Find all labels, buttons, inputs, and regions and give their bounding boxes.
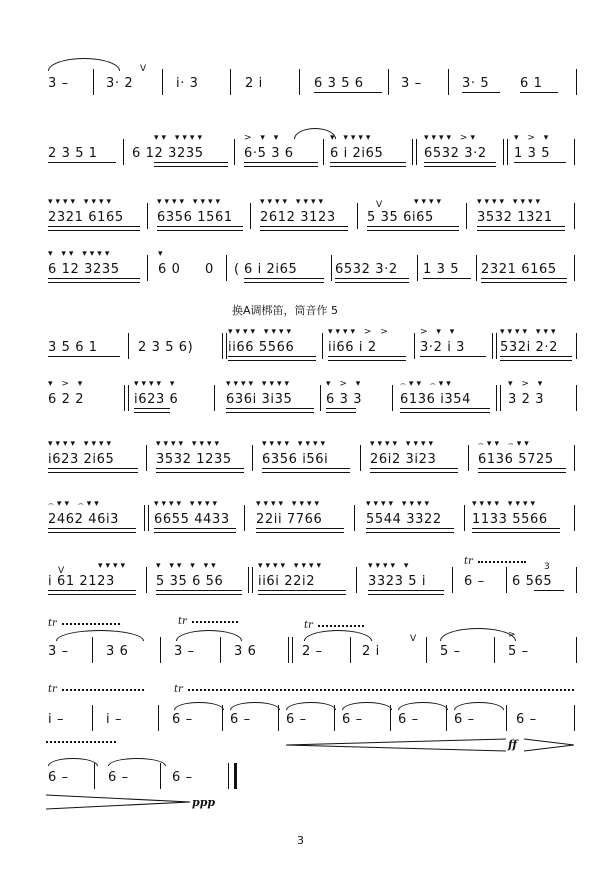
barline	[226, 255, 227, 281]
double-underline	[244, 162, 318, 167]
double-underline	[48, 528, 136, 533]
barline	[388, 69, 389, 95]
barline	[350, 637, 351, 663]
accent-dots: ▾▾▾▾ ▾▾▾▾	[472, 499, 539, 509]
double-underline	[156, 468, 244, 473]
note-group: 1 3 5	[423, 262, 460, 277]
note-group: 0	[205, 262, 214, 277]
barline	[576, 637, 577, 663]
slur	[174, 702, 224, 710]
note-group: 6 3 5 6	[314, 76, 364, 91]
underline	[48, 356, 120, 357]
accent-dots: ▾▾▾▾ ▾▾▾▾	[366, 499, 433, 509]
note-group: 3532 1235	[156, 452, 232, 467]
double-barline	[144, 505, 149, 531]
barline	[93, 69, 94, 95]
double-underline	[481, 278, 567, 283]
note-group: 2 i	[362, 644, 380, 659]
trill-wave	[46, 741, 116, 747]
barline	[574, 139, 575, 165]
accent-dots: ▾▾▾▾ ▾▾▾▾	[256, 499, 323, 509]
staff-line-2	[0, 133, 600, 186]
staff-line-4	[0, 249, 600, 302]
trill-mark: tr	[48, 684, 57, 695]
double-underline	[48, 468, 138, 473]
accent-dots: ▾▾▾▾	[98, 561, 129, 571]
double-barline	[503, 139, 508, 165]
accent-dots: ▾▾ ▾▾▾▾	[154, 133, 205, 143]
crescendo-hairpin	[286, 738, 508, 752]
note-group: 2 –	[302, 644, 323, 659]
note-group: 5 –	[508, 644, 529, 659]
double-underline	[154, 162, 228, 167]
trill-wave	[192, 621, 238, 627]
double-underline	[472, 528, 560, 533]
note-group: 6 12 3235	[48, 262, 120, 277]
note-group: 2 3 5 6)	[138, 340, 194, 355]
note-group: 6 –	[108, 770, 129, 785]
double-underline	[48, 226, 140, 231]
accent-marks: ▾ > ▾	[508, 379, 546, 389]
slur	[304, 630, 372, 641]
double-barline	[124, 385, 129, 411]
barline	[360, 445, 361, 471]
trill-mark: tr	[174, 684, 183, 695]
barline	[92, 637, 93, 663]
note-group: 3· 2	[106, 76, 134, 91]
accent-dots: ▾▾▾▾ ▾▾▾▾	[154, 499, 221, 509]
note-group: 6 –	[454, 712, 475, 727]
double-barline	[412, 139, 417, 165]
note-group: 6 12 3235	[132, 146, 204, 161]
slur	[286, 702, 336, 710]
accent-dots: ⌢▾▾ ⌢▾▾	[400, 379, 454, 389]
note-group: 6 2 2	[48, 392, 85, 407]
slur	[440, 628, 516, 641]
note-group: i –	[48, 712, 65, 727]
note-group: 3 –	[48, 644, 69, 659]
accent-dots: ▾▾▾▾	[414, 197, 445, 207]
barline	[162, 69, 163, 95]
note-group: ii66 i 2	[328, 340, 377, 355]
trill-wave	[62, 689, 144, 695]
barline	[476, 255, 477, 281]
note-group: 2321 6165	[481, 262, 557, 277]
barline	[220, 637, 221, 663]
breath-mark: V	[58, 566, 65, 576]
trill-mark: tr	[304, 620, 313, 631]
double-underline	[262, 468, 350, 473]
slur	[48, 58, 120, 71]
note-group: 6 –	[342, 712, 363, 727]
key-change-annotation: 换A调梆笛，筒音作 5	[232, 304, 339, 317]
double-underline	[478, 468, 566, 473]
trill-wave	[188, 689, 574, 695]
accent-marks: ▾ > ▾	[514, 133, 552, 143]
underline	[514, 162, 566, 163]
slur	[342, 702, 392, 710]
note-group: 6655 4433	[154, 512, 230, 527]
barline	[334, 705, 335, 731]
barline	[92, 705, 93, 731]
accent-marks: > ▾ ▾	[420, 327, 458, 337]
barline	[392, 385, 393, 411]
note-group: 3532 1321	[477, 210, 553, 225]
barline	[128, 333, 129, 359]
double-underline	[424, 162, 496, 167]
double-barline	[248, 567, 253, 593]
double-underline	[258, 590, 346, 595]
note-group: 3 –	[401, 76, 422, 91]
barline	[323, 139, 324, 165]
note-group: 2 3 5 1	[48, 146, 98, 161]
double-underline	[134, 408, 170, 413]
trill-mark: tr	[464, 556, 473, 567]
note-group: 532i 2·2	[500, 340, 559, 355]
slur	[176, 630, 242, 641]
barline	[244, 505, 245, 531]
underline	[420, 356, 486, 357]
note-group: 6356 i56i	[262, 452, 329, 467]
note-group: 5544 3322	[366, 512, 442, 527]
barline	[574, 203, 575, 229]
double-underline	[368, 590, 444, 595]
note-group: 6 –	[172, 770, 193, 785]
note-group: 22ii 7766	[256, 512, 323, 527]
double-underline	[366, 528, 454, 533]
accent-dots: ▾▾▾▾ ▾▾▾▾	[156, 439, 223, 449]
note-group: 6136 i354	[400, 392, 472, 407]
note-group: 6 3 3	[326, 392, 363, 407]
barline	[452, 567, 453, 593]
barline	[331, 255, 332, 281]
barline	[214, 385, 215, 411]
staff-line-7	[0, 439, 600, 492]
double-underline	[400, 408, 490, 413]
breath-mark: V	[410, 634, 417, 644]
note-group: 2462 46i3	[48, 512, 120, 527]
accent-dots: ▾▾▾▾ ▾▾▾▾	[262, 439, 329, 449]
note-group: 6 i 2i65	[244, 262, 298, 277]
double-barline	[492, 333, 497, 359]
decrescendo-hairpin	[524, 738, 576, 752]
barline	[494, 637, 495, 663]
accent-marks: >	[508, 630, 519, 640]
double-underline	[48, 278, 140, 283]
double-underline	[477, 226, 565, 231]
barline	[147, 255, 148, 281]
double-barline	[222, 333, 227, 359]
slur	[454, 702, 504, 710]
double-underline	[244, 278, 324, 283]
barline	[147, 203, 148, 229]
note-group: 6·5 3 6	[244, 146, 294, 161]
note-group: i –	[106, 712, 123, 727]
underline	[314, 92, 382, 93]
note-group: 3 6	[234, 644, 257, 659]
note-group: 3 6	[106, 644, 129, 659]
underline	[423, 278, 471, 279]
note-group: 6 –	[230, 712, 251, 727]
barline	[426, 637, 427, 663]
barline	[146, 567, 147, 593]
accent-dots: ⌢▾▾ ⌢▾▾	[48, 499, 102, 509]
barline	[222, 705, 223, 731]
barline	[250, 203, 251, 229]
note-group: 3 2 3	[508, 392, 545, 407]
note-group: 6 –	[516, 712, 537, 727]
barline	[123, 139, 124, 165]
breath-mark: V	[140, 64, 147, 74]
slur	[230, 702, 280, 710]
barline	[574, 255, 575, 281]
accent-marks: > ▾ ▾	[244, 133, 282, 143]
note-group: 1133 5566	[472, 512, 548, 527]
underline	[534, 590, 564, 591]
slur	[56, 630, 144, 641]
double-underline	[370, 468, 458, 473]
note-group: 5 35 6i65	[367, 210, 434, 225]
accent-dots: ▾	[158, 249, 166, 259]
accent-dots: ▾▾▾▾ >▾	[424, 133, 478, 143]
accent-dots: ▾▾▾▾ ▾▾▾	[500, 327, 559, 337]
note-group: 3 –	[174, 644, 195, 659]
barline	[160, 763, 161, 789]
underline	[462, 92, 500, 93]
note-group: 6 –	[464, 574, 485, 589]
double-barline	[288, 637, 293, 663]
trill-mark: tr	[178, 616, 187, 627]
barline	[252, 445, 253, 471]
barline	[94, 763, 95, 789]
triplet-mark: 3	[544, 562, 550, 572]
note-group: 3· 5	[462, 76, 490, 91]
slur	[108, 758, 166, 766]
dynamic-ff: ff	[508, 738, 518, 751]
note-group: 3·2 i 3	[420, 340, 466, 355]
accent-dots: ▾▾▾▾ ▾▾▾▾	[228, 327, 295, 337]
note-group: i623 2i65	[48, 452, 115, 467]
note-group: 1 3 5	[514, 146, 551, 161]
accent-marks: ▾▾▾▾ > >	[328, 327, 391, 337]
staff-line-5	[0, 327, 600, 380]
note-group: 6 565	[512, 574, 553, 589]
breath-mark: V	[376, 200, 383, 210]
double-underline	[226, 408, 314, 413]
accent-dots: ▾▾▾▾ ▾	[134, 379, 178, 389]
note-group: 3 –	[48, 76, 69, 91]
barline	[466, 203, 467, 229]
note-group: i623 6	[134, 392, 179, 407]
note-group: ii66 5566	[228, 340, 295, 355]
accent-dots: ▾ ▾▾▾▾	[330, 133, 374, 143]
paren-open: (	[234, 262, 240, 277]
staff-line-9	[0, 556, 600, 614]
barline	[278, 705, 279, 731]
barline	[356, 567, 357, 593]
note-group: 636i 3i35	[226, 392, 293, 407]
note-group: i 61 2123	[48, 574, 115, 589]
barline	[354, 505, 355, 531]
double-underline	[328, 356, 406, 361]
dynamic-ppp: ppp	[192, 796, 216, 809]
double-underline	[326, 408, 356, 413]
note-group: 6136 5725	[478, 452, 554, 467]
barline	[506, 705, 507, 731]
note-group: 5 –	[440, 644, 461, 659]
double-underline	[260, 226, 348, 231]
note-group: 2612 3123	[260, 210, 336, 225]
accent-dots: ▾▾▾▾ ▾▾▾▾	[48, 439, 115, 449]
note-group: 26i2 3i23	[370, 452, 437, 467]
trill-mark: tr	[48, 618, 57, 629]
double-underline	[367, 226, 459, 231]
barline	[414, 333, 415, 359]
accent-marks: ▾ > ▾	[326, 379, 364, 389]
double-underline	[154, 528, 236, 533]
barline	[574, 445, 575, 471]
note-group: 6356 1561	[157, 210, 233, 225]
note-group: 6 0	[158, 262, 181, 277]
trill-wave	[62, 623, 120, 629]
slur	[48, 758, 98, 766]
accent-marks: ▾ > ▾	[48, 379, 86, 389]
note-group: 6 –	[172, 712, 193, 727]
double-underline	[256, 528, 344, 533]
slur	[398, 702, 448, 710]
double-underline	[330, 162, 406, 167]
accent-dots: ▾ ▾▾ ▾ ▾▾	[156, 561, 219, 571]
accent-dots: ▾ ▾▾ ▾▾▾▾	[48, 249, 113, 259]
note-group: ii6i 22i2	[258, 574, 316, 589]
barline	[446, 705, 447, 731]
accent-dots: ▾▾▾▾ ▾▾▾▾	[370, 439, 437, 449]
barline	[320, 385, 321, 411]
staff-line-8	[0, 499, 600, 552]
barline	[576, 567, 577, 593]
note-group: i· 3	[176, 76, 199, 91]
staff-line-1	[0, 64, 600, 116]
accent-dots: ▾▾▾▾ ▾▾▾▾	[477, 197, 544, 207]
barline	[299, 69, 300, 95]
barline	[464, 505, 465, 531]
accent-dots: ▾▾▾▾ ▾▾▾▾	[48, 197, 115, 207]
double-barline	[496, 385, 501, 411]
accent-dots: ▾▾▾▾ ▾	[368, 561, 412, 571]
barline	[390, 705, 391, 731]
barline	[357, 203, 358, 229]
barline	[576, 333, 577, 359]
decrescendo-hairpin	[46, 794, 192, 810]
note-group: 6 1	[520, 76, 543, 91]
barline	[160, 637, 161, 663]
accent-dots: ▾▾▾▾ ▾▾▾▾	[157, 197, 224, 207]
barline	[158, 705, 159, 731]
double-underline	[48, 590, 136, 595]
final-barline	[228, 763, 237, 789]
double-underline	[156, 590, 242, 595]
staff-line-3	[0, 197, 600, 250]
barline	[468, 445, 469, 471]
note-group: 6 i 2i65	[330, 146, 384, 161]
accent-dots: ▾▾▾▾ ▾▾▾▾	[260, 197, 327, 207]
note-group: 6 –	[48, 770, 69, 785]
barline	[574, 505, 575, 531]
accent-dots: ⌢▾▾ ⌢▾▾	[478, 439, 532, 449]
barline	[146, 445, 147, 471]
barline	[448, 69, 449, 95]
double-underline	[157, 226, 243, 231]
note-group: 2 i	[245, 76, 263, 91]
underline	[48, 162, 116, 163]
double-underline	[500, 356, 572, 361]
barline	[234, 139, 235, 165]
barline	[576, 385, 577, 411]
note-group: 6532 3·2	[424, 146, 487, 161]
note-group: 3 5 6 1	[48, 340, 98, 355]
accent-dots: ▾▾▾▾ ▾▾▾▾	[226, 379, 293, 389]
note-group: 3323 5 i	[368, 574, 427, 589]
note-group: 5 35 6 56	[156, 574, 224, 589]
double-underline	[335, 278, 409, 283]
underline	[520, 92, 558, 93]
note-group: 6 –	[398, 712, 419, 727]
barline	[574, 705, 575, 731]
staff-line-10	[0, 616, 600, 684]
barline	[576, 69, 577, 95]
double-underline	[228, 356, 316, 361]
note-group: 2321 6165	[48, 210, 124, 225]
barline	[230, 69, 231, 95]
note-group: 6532 3·2	[335, 262, 398, 277]
staff-line-6	[0, 379, 600, 432]
barline	[417, 255, 418, 281]
barline	[322, 333, 323, 359]
page-number: 3	[297, 834, 304, 847]
trill-wave	[478, 561, 526, 567]
note-group: 6 –	[286, 712, 307, 727]
accent-dots: ▾▾▾▾ ▾▾▾▾	[258, 561, 325, 571]
barline	[506, 567, 507, 593]
